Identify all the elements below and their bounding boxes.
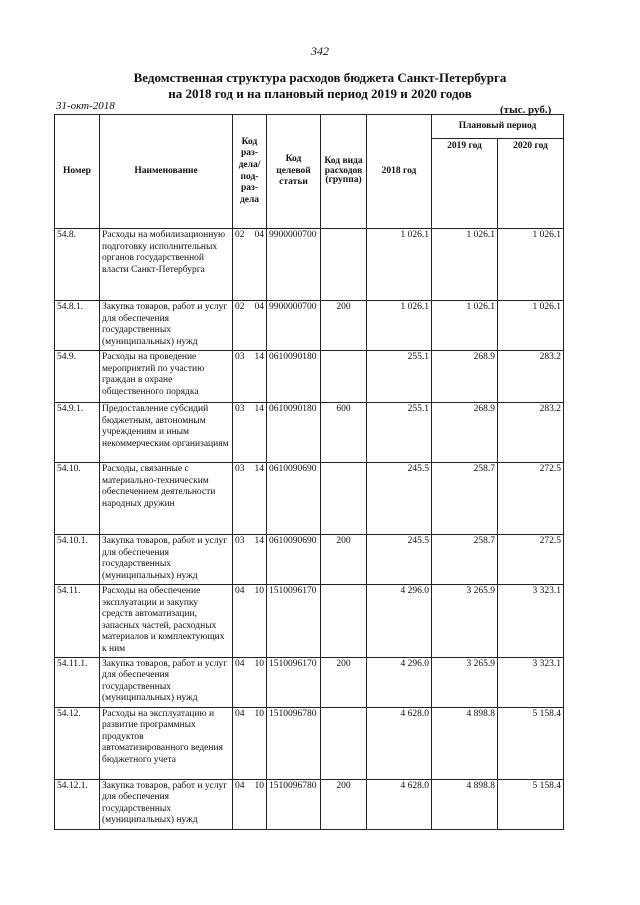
row-value-2019: 268.9 [432, 351, 498, 403]
row-value-2018: 1 026.1 [367, 229, 432, 301]
title-line-2: на 2018 год и на плановый период 2019 и 2020 годов [168, 86, 472, 101]
row-value-2018: 4 628.0 [367, 707, 432, 779]
row-section-code [233, 657, 267, 707]
row-section-code-b: 10 [254, 658, 264, 669]
row-expense-type: 600 [321, 403, 367, 463]
row-value-2019: 258.7 [432, 535, 498, 585]
row-section-code-b: 14 [254, 536, 264, 546]
header-number: Номер [55, 115, 100, 229]
page-number: 342 [311, 44, 329, 58]
table-row [55, 535, 564, 585]
row-section-code [233, 585, 267, 658]
row-value-2018: 1 026.1 [367, 301, 432, 351]
row-value-2018: 4 296.0 [367, 657, 432, 707]
header-name: Наименование [100, 115, 233, 229]
row-number: 54.12. [55, 707, 100, 779]
row-value-2019: 3 265.9 [432, 585, 498, 658]
row-name: Закупка товаров, работ и услуг для обеспечения государственных (муниципальных) нужд [100, 779, 233, 829]
header-target: Код целевой статьи [267, 115, 321, 229]
row-target-code: 1510096170 [267, 657, 321, 707]
row-section-code-a: 03 [235, 404, 245, 414]
row-section-code-a: 03 [235, 352, 245, 362]
row-section-code-a: 02 [235, 302, 245, 312]
row-number: 54.9. [55, 351, 100, 403]
row-target-code: 9900000700 [267, 229, 321, 301]
row-section-code-a: 04 [235, 780, 245, 791]
row-name: Закупка товаров, работ и услуг для обеспечения государственных (муниципальных) нужд [100, 301, 233, 351]
row-expense-type: 200 [321, 301, 367, 351]
row-section-code-b: 04 [254, 230, 264, 240]
budget-table [54, 114, 564, 830]
row-value-2018: 255.1 [367, 403, 432, 463]
row-value-2019: 268.9 [432, 403, 498, 463]
row-section-code [233, 351, 267, 403]
row-section-code-a: 04 [235, 586, 245, 596]
row-name: Расходы на проведение мероприятий по участию граждан в охране общественного порядка [100, 351, 233, 403]
header-expense-type: Код вида расходов (группа) [321, 115, 367, 229]
row-value-2020: 5 158.4 [498, 707, 564, 779]
row-name: Расходы на мобилизационную подготовку исполнительных органов государственной власти Санкт-Петербурга [100, 229, 233, 301]
row-section-code-b: 10 [254, 586, 264, 596]
units-label: (тыс. руб.) [500, 104, 552, 116]
row-value-2020: 283.2 [498, 403, 564, 463]
row-section-code-b: 10 [254, 708, 264, 719]
row-expense-type [321, 707, 367, 779]
row-section-code [233, 707, 267, 779]
row-target-code: 0610090180 [267, 403, 321, 463]
header-section: Код раз- дела/ под- раз- дела [233, 115, 267, 229]
row-number: 54.8.1. [55, 301, 100, 351]
row-target-code: 0610090690 [267, 535, 321, 585]
row-section-code-a: 03 [235, 464, 245, 474]
row-section-code [233, 535, 267, 585]
row-value-2020: 3 323.1 [498, 657, 564, 707]
row-target-code: 1510096170 [267, 585, 321, 658]
row-section-code-b: 14 [254, 464, 264, 474]
row-section-code [233, 463, 267, 535]
table-row [55, 657, 564, 707]
row-expense-type [321, 463, 367, 535]
row-expense-type: 200 [321, 657, 367, 707]
row-expense-type: 200 [321, 779, 367, 829]
row-section-code [233, 301, 267, 351]
row-name: Расходы на эксплуатацию и развитие программных продуктов автоматизированного ведения бюджетного учета [100, 707, 233, 779]
row-section-code-a: 04 [235, 708, 245, 719]
header-2020: 2020 год [498, 139, 564, 229]
row-value-2020: 1 026.1 [498, 301, 564, 351]
row-section-code-b: 04 [254, 302, 264, 312]
row-value-2018: 255.1 [367, 351, 432, 403]
row-value-2020: 283.2 [498, 351, 564, 403]
row-value-2020: 5 158.4 [498, 779, 564, 829]
row-value-2018: 4 628.0 [367, 779, 432, 829]
row-number: 54.9.1. [55, 403, 100, 463]
table-row [55, 403, 564, 463]
row-section-code-b: 14 [254, 352, 264, 362]
table-row [55, 707, 564, 779]
row-section-code-a: 03 [235, 536, 245, 546]
row-target-code: 1510096780 [267, 779, 321, 829]
table-row [55, 779, 564, 829]
row-value-2019: 1 026.1 [432, 229, 498, 301]
row-target-code: 0610090690 [267, 463, 321, 535]
row-section-code-a: 02 [235, 230, 245, 240]
row-section-code-b: 14 [254, 404, 264, 414]
table-row [55, 351, 564, 403]
row-number: 54.8. [55, 229, 100, 301]
row-number: 54.10.1. [55, 535, 100, 585]
row-target-code: 0610090180 [267, 351, 321, 403]
row-name: Предоставление субсидий бюджетным, автономным учреждениям и иным некоммерческим организациям [100, 403, 233, 463]
row-value-2020: 272.5 [498, 463, 564, 535]
row-expense-type [321, 351, 367, 403]
row-value-2019: 1 026.1 [432, 301, 498, 351]
table-row [55, 301, 564, 351]
row-value-2019: 4 898.8 [432, 779, 498, 829]
header-2018: 2018 год [367, 115, 432, 229]
row-expense-type [321, 229, 367, 301]
table-row [55, 585, 564, 658]
page-title [0, 70, 640, 102]
row-expense-type: 200 [321, 535, 367, 585]
row-value-2020: 1 026.1 [498, 229, 564, 301]
row-value-2019: 258.7 [432, 463, 498, 535]
row-section-code-a: 04 [235, 658, 245, 669]
row-section-code [233, 779, 267, 829]
row-name: Расходы, связанные с материально-техническим обеспечением деятельности народных дружин [100, 463, 233, 535]
row-value-2019: 3 265.9 [432, 657, 498, 707]
row-value-2020: 3 323.1 [498, 585, 564, 658]
row-value-2018: 4 296.0 [367, 585, 432, 658]
row-expense-type [321, 585, 367, 658]
row-name: Расходы на обеспечение эксплуатации и закупку средств автоматизации, запасных частей, расходных материалов и комплектующих к ним [100, 585, 233, 658]
row-value-2018: 245.5 [367, 463, 432, 535]
row-section-code [233, 229, 267, 301]
report-date: 31-окт-2018 [56, 100, 115, 112]
row-section-code [233, 403, 267, 463]
row-name: Закупка товаров, работ и услуг для обеспечения государственных (муниципальных) нужд [100, 657, 233, 707]
title-line-1: Ведомственная структура расходов бюджета Санкт-Петербурга [133, 70, 507, 85]
table-row [55, 229, 564, 301]
row-value-2018: 245.5 [367, 535, 432, 585]
row-target-code: 1510096780 [267, 707, 321, 779]
row-number: 54.10. [55, 463, 100, 535]
row-name: Закупка товаров, работ и услуг для обеспечения государственных (муниципальных) нужд [100, 535, 233, 585]
row-section-code-b: 10 [254, 780, 264, 791]
row-number: 54.12.1. [55, 779, 100, 829]
row-value-2019: 4 898.8 [432, 707, 498, 779]
row-number: 54.11. [55, 585, 100, 658]
header-planned-period: Плановый период [432, 115, 564, 139]
header-2019: 2019 год [432, 139, 498, 229]
row-number: 54.11.1. [55, 657, 100, 707]
row-target-code: 9900000700 [267, 301, 321, 351]
table-body [55, 229, 564, 830]
row-value-2020: 272.5 [498, 535, 564, 585]
table-row [55, 463, 564, 535]
